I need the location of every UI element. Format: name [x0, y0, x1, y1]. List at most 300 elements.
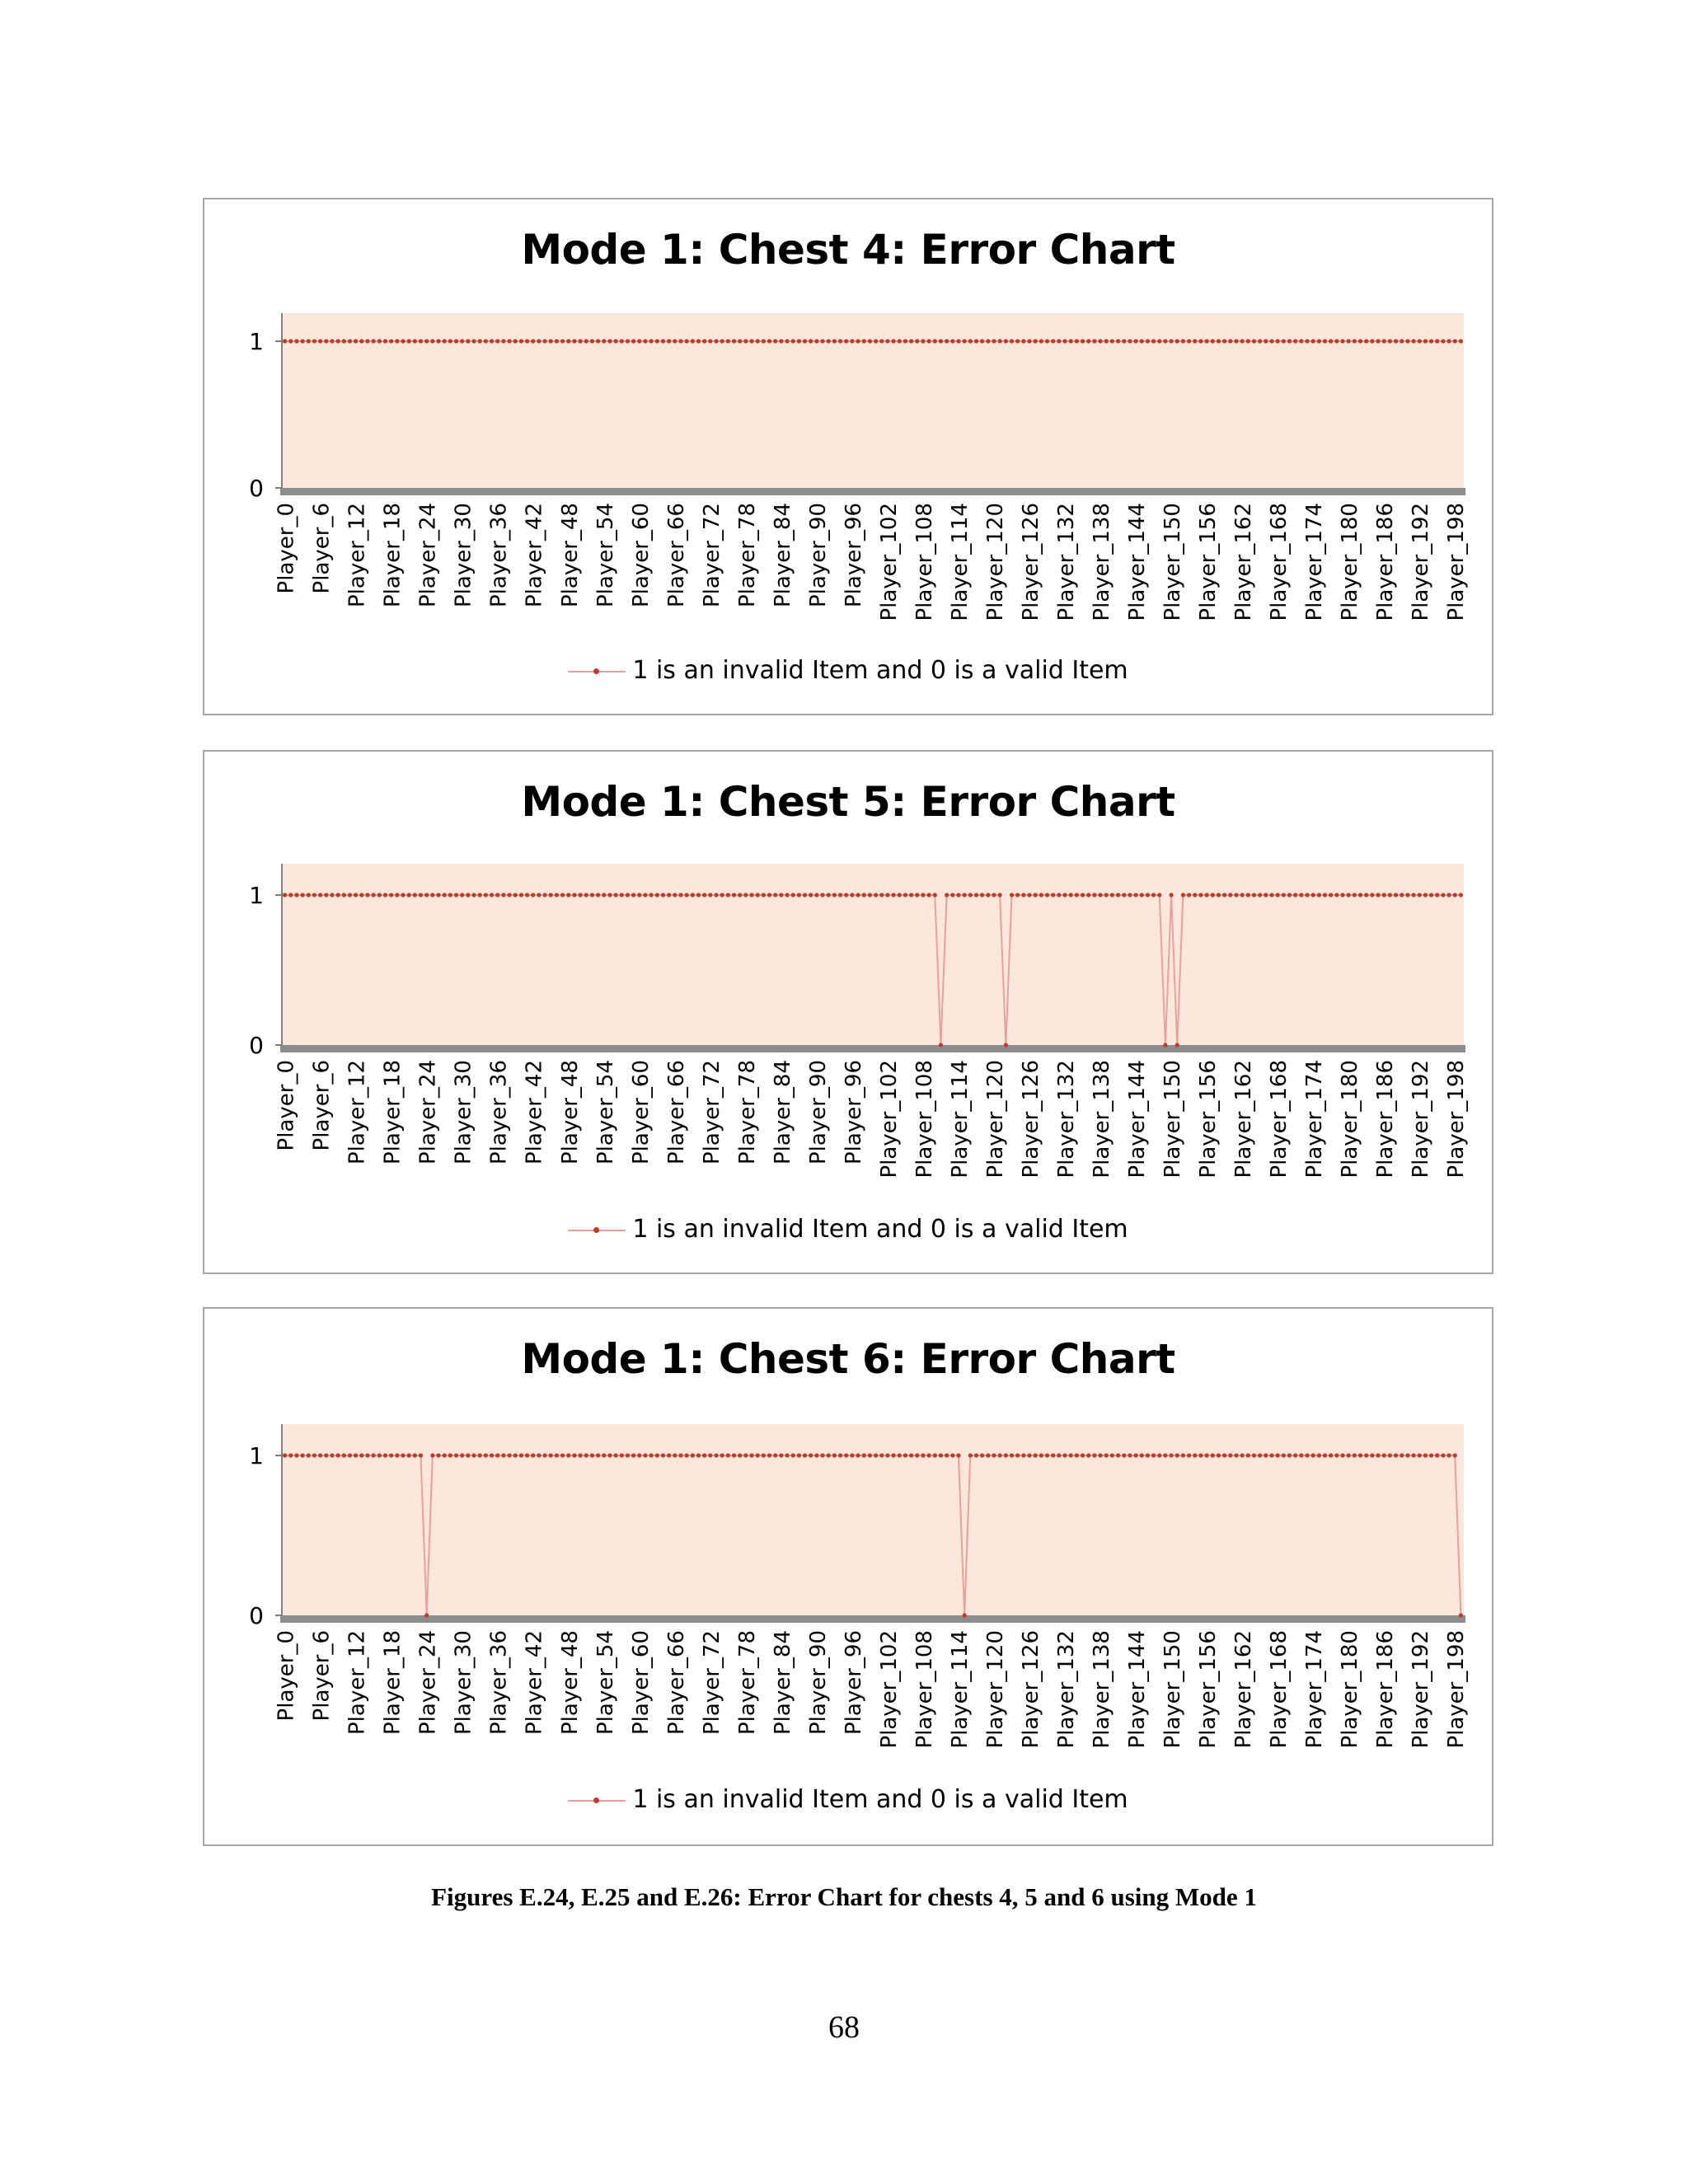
data-point [466, 893, 470, 897]
data-point [1140, 1453, 1144, 1457]
legend-label: 1 is an invalid Item and 0 is a valid Item [632, 1215, 1128, 1244]
x-tick-label: Player_108 [912, 1060, 937, 1179]
data-point [1347, 1453, 1351, 1457]
data-point [1010, 893, 1014, 897]
data-point [1305, 893, 1309, 897]
data-point [879, 893, 884, 897]
data-point [832, 893, 837, 897]
data-point [732, 339, 736, 343]
data-point [1264, 893, 1268, 897]
x-tick-label: Player_186 [1373, 1059, 1399, 1179]
data-point [1045, 1453, 1049, 1457]
data-point [1169, 339, 1173, 343]
data-point [324, 339, 328, 343]
data-point [312, 893, 316, 897]
data-point [743, 893, 748, 897]
plot-area [282, 1424, 1464, 1615]
data-point [1311, 893, 1315, 897]
data-point [720, 1453, 724, 1457]
data-point [791, 893, 795, 897]
data-point [531, 893, 535, 897]
data-point [1175, 1043, 1179, 1047]
data-point [460, 893, 464, 897]
data-point [513, 339, 518, 343]
data-point [643, 893, 647, 897]
data-point [348, 893, 352, 897]
x-tick-label: Player_180 [1338, 1629, 1363, 1749]
data-point [626, 893, 630, 897]
data-point [963, 339, 967, 343]
data-point [1269, 1453, 1273, 1457]
x-tick-label: Player_60 [628, 1060, 654, 1165]
data-point [1015, 339, 1020, 343]
x-tick-label: Player_78 [734, 1630, 760, 1736]
data-point [1287, 893, 1292, 897]
data-point [1459, 339, 1463, 343]
data-point [578, 339, 582, 343]
data-point [838, 339, 842, 343]
data-point [1146, 893, 1150, 897]
data-point [844, 1453, 848, 1457]
data-point [868, 1453, 872, 1457]
data-point [1364, 1453, 1368, 1457]
data-point [525, 893, 529, 897]
data-point [354, 339, 358, 343]
data-point [956, 893, 960, 897]
x-tick-label: Player_0 [274, 1059, 299, 1151]
data-point [448, 339, 452, 343]
y-tick-label: 0 [249, 1602, 264, 1629]
data-point [620, 893, 624, 897]
data-point [1198, 339, 1203, 343]
data-point [1353, 339, 1357, 343]
data-point [1293, 1453, 1297, 1457]
x-tick-label: Player_66 [663, 1060, 689, 1165]
data-point [667, 893, 671, 897]
data-point [1405, 893, 1409, 897]
data-point [1128, 1453, 1132, 1457]
data-point [773, 339, 777, 343]
data-point [596, 339, 600, 343]
data-point [673, 1453, 677, 1457]
data-point [413, 893, 417, 897]
data-point [1069, 339, 1073, 343]
data-point [1347, 893, 1351, 897]
data-point [1459, 1613, 1463, 1617]
data-point [1370, 893, 1374, 897]
data-point [1181, 1453, 1185, 1457]
data-point [436, 1453, 440, 1457]
data-point [1086, 893, 1090, 897]
data-point [1081, 339, 1085, 343]
data-point [915, 1453, 919, 1457]
data-point [708, 1453, 712, 1457]
data-point [324, 1453, 328, 1457]
data-point [956, 1453, 960, 1457]
data-point [1252, 1453, 1256, 1457]
x-tick-label: Player_66 [663, 503, 689, 608]
y-tick-label: 1 [249, 882, 264, 909]
data-point [909, 893, 913, 897]
data-point [1334, 893, 1339, 897]
data-point [365, 893, 369, 897]
data-point [762, 893, 766, 897]
data-point [1447, 1453, 1451, 1457]
data-point [377, 339, 382, 343]
data-point [1323, 339, 1327, 343]
x-tick-label: Player_96 [841, 1059, 866, 1165]
data-point [377, 893, 382, 897]
x-tick-label: Player_6 [309, 502, 335, 594]
data-point [1110, 1453, 1114, 1457]
x-tick-label: Player_66 [663, 1630, 689, 1736]
x-tick-label: Player_90 [805, 1629, 831, 1735]
data-point [430, 1453, 434, 1457]
data-point [827, 339, 831, 343]
data-point [1441, 893, 1445, 897]
data-point [1211, 1453, 1215, 1457]
data-point [1128, 339, 1132, 343]
chart-title: Mode 1: Chest 4: Error Chart [521, 226, 1175, 274]
data-point [1353, 893, 1357, 897]
x-tick-label: Player_150 [1160, 1060, 1186, 1179]
x-tick-label: Player_186 [1373, 502, 1399, 621]
data-point [549, 893, 553, 897]
data-point [1133, 893, 1137, 897]
x-tick-label: Player_90 [805, 502, 831, 607]
data-point [1062, 339, 1067, 343]
data-point [537, 893, 541, 897]
data-point [1240, 339, 1245, 343]
x-tick-label: Player_0 [274, 1629, 299, 1722]
data-point [637, 339, 641, 343]
data-point [596, 1453, 600, 1457]
x-axis-band [280, 1045, 1465, 1052]
data-point [1116, 1453, 1120, 1457]
data-point [1382, 893, 1386, 897]
data-point [779, 339, 783, 343]
x-tick-label: Player_18 [380, 503, 406, 608]
data-point [809, 1453, 813, 1457]
data-point [637, 893, 641, 897]
data-point [471, 1453, 476, 1457]
data-point [1175, 1453, 1179, 1457]
data-point [1329, 339, 1333, 343]
data-point [566, 339, 570, 343]
data-point [850, 339, 854, 343]
data-point [921, 339, 925, 343]
chart-plot [204, 199, 1492, 714]
data-point [1211, 339, 1215, 343]
data-point [1234, 893, 1238, 897]
y-tick-label: 0 [249, 1032, 264, 1059]
data-point [424, 339, 429, 343]
data-point [714, 339, 718, 343]
chart-title: Mode 1: Chest 6: Error Chart [521, 1335, 1175, 1383]
data-point [1293, 339, 1297, 343]
data-point [1382, 339, 1386, 343]
data-point [620, 339, 624, 343]
data-point [519, 1453, 523, 1457]
data-point [992, 893, 996, 897]
data-point [1051, 893, 1055, 897]
data-point [336, 893, 340, 897]
data-point [501, 1453, 505, 1457]
x-tick-label: Player_72 [699, 503, 724, 608]
data-point [1364, 339, 1368, 343]
data-point [903, 1453, 907, 1457]
data-point [1187, 893, 1191, 897]
data-point [1122, 1453, 1126, 1457]
data-point [436, 339, 440, 343]
data-point [424, 1613, 429, 1617]
data-point [1021, 893, 1025, 897]
data-point [537, 1453, 541, 1457]
data-point [1034, 339, 1038, 343]
data-point [696, 1453, 701, 1457]
data-point [1092, 893, 1096, 897]
data-point [838, 893, 842, 897]
data-point [678, 1453, 682, 1457]
data-point [1282, 893, 1286, 897]
data-point [312, 339, 316, 343]
data-point [300, 339, 304, 343]
data-point [1228, 339, 1232, 343]
data-point [1133, 1453, 1137, 1457]
data-point [1098, 339, 1102, 343]
figure-caption: Figures E.24, E.25 and E.26: Error Chart for chests 4, 5 and 6 using Mode 1 [431, 1882, 1257, 1911]
data-point [1453, 1453, 1457, 1457]
data-point [1394, 339, 1398, 343]
data-point [471, 339, 476, 343]
data-point [1069, 893, 1073, 897]
x-tick-label: Player_132 [1054, 503, 1080, 621]
data-point [419, 893, 423, 897]
data-point [939, 1043, 943, 1047]
data-point [430, 893, 434, 897]
data-point [1418, 1453, 1422, 1457]
data-point [1317, 339, 1321, 343]
data-point [602, 893, 606, 897]
data-point [762, 339, 766, 343]
data-point [820, 1453, 824, 1457]
data-point [968, 1453, 973, 1457]
data-point [1311, 339, 1315, 343]
data-point [430, 339, 434, 343]
x-tick-label: Player_36 [486, 1629, 512, 1735]
data-point [478, 339, 482, 343]
data-point [288, 893, 293, 897]
data-point [566, 893, 570, 897]
data-point [383, 893, 387, 897]
y-tick-label: 1 [249, 328, 264, 355]
x-tick-label: Player_168 [1267, 1059, 1292, 1179]
data-point [1217, 893, 1221, 897]
data-point [501, 339, 505, 343]
data-point [898, 893, 902, 897]
data-point [803, 1453, 807, 1457]
data-point [454, 1453, 458, 1457]
data-point [1347, 339, 1351, 343]
data-point [655, 1453, 659, 1457]
data-point [1252, 339, 1256, 343]
x-tick-label: Player_180 [1338, 1059, 1363, 1179]
data-point [850, 893, 854, 897]
data-point [1217, 1453, 1221, 1457]
data-point [874, 339, 878, 343]
data-point [377, 1453, 382, 1457]
chart-plot [204, 752, 1492, 1272]
legend-line-marker-icon [568, 1222, 626, 1239]
data-point [827, 893, 831, 897]
data-point [283, 339, 287, 343]
data-point [986, 339, 990, 343]
data-point [933, 339, 937, 343]
x-tick-label: Player_114 [947, 1630, 973, 1749]
x-tick-label: Player_48 [557, 1630, 583, 1736]
data-point [330, 893, 334, 897]
x-tick-label: Player_84 [770, 503, 795, 608]
x-tick-label: Player_24 [415, 1059, 441, 1165]
data-point [1151, 893, 1156, 897]
x-tick-label: Player_174 [1302, 1629, 1328, 1749]
x-tick-label: Player_138 [1090, 1630, 1115, 1749]
data-point [1400, 893, 1404, 897]
data-point [927, 1453, 931, 1457]
data-point [1405, 339, 1409, 343]
data-point [933, 893, 937, 897]
data-point [1045, 893, 1049, 897]
data-point [1004, 1043, 1008, 1047]
data-point [643, 339, 647, 343]
data-point [678, 893, 682, 897]
plot-area [282, 864, 1464, 1045]
data-point [1376, 339, 1380, 343]
data-point [696, 339, 701, 343]
data-point [443, 893, 447, 897]
data-point [401, 339, 405, 343]
data-point [1086, 1453, 1090, 1457]
data-point [862, 1453, 866, 1457]
data-point [749, 893, 753, 897]
data-point [1021, 1453, 1025, 1457]
data-point [797, 893, 801, 897]
x-tick-label: Player_12 [345, 1630, 370, 1736]
data-point [909, 339, 913, 343]
data-point [1110, 893, 1114, 897]
data-point [1246, 893, 1250, 897]
chart-legend [204, 1215, 1492, 1244]
x-tick-label: Player_30 [451, 503, 476, 608]
data-point [1169, 1453, 1173, 1457]
data-point [490, 1453, 494, 1457]
data-point [891, 893, 895, 897]
data-point [885, 1453, 889, 1457]
data-point [572, 339, 576, 343]
data-point [1459, 893, 1463, 897]
data-point [927, 339, 931, 343]
legend-label: 1 is an invalid Item and 0 is a valid Item [632, 1785, 1128, 1814]
data-point [560, 1453, 565, 1457]
data-point [767, 893, 771, 897]
data-point [1376, 1453, 1380, 1457]
data-point [1388, 339, 1392, 343]
data-point [348, 1453, 352, 1457]
data-point [986, 893, 990, 897]
data-point [738, 339, 742, 343]
data-point [756, 893, 760, 897]
x-tick-label: Player_156 [1196, 1060, 1221, 1179]
data-point [283, 1453, 287, 1457]
data-point [702, 1453, 706, 1457]
data-point [785, 339, 789, 343]
data-point [1447, 893, 1451, 897]
data-point [531, 339, 535, 343]
data-point [1086, 339, 1090, 343]
data-point [732, 893, 736, 897]
data-point [330, 1453, 334, 1457]
data-point [1340, 893, 1344, 897]
error-chart-chest-6 [203, 1307, 1493, 1846]
data-point [1116, 339, 1120, 343]
data-point [1122, 339, 1126, 343]
data-point [484, 1453, 488, 1457]
data-point [490, 893, 494, 897]
data-point [921, 1453, 925, 1457]
data-point [1163, 1043, 1167, 1047]
data-point [762, 1453, 766, 1457]
data-point [963, 893, 967, 897]
x-tick-label: Player_96 [841, 1629, 866, 1735]
chart-legend [204, 656, 1492, 685]
data-point [294, 1453, 298, 1457]
data-point [560, 339, 565, 343]
x-tick-label: Player_30 [451, 1630, 476, 1736]
data-point [1187, 1453, 1191, 1457]
data-point [372, 339, 376, 343]
x-tick-label: Player_54 [593, 502, 618, 607]
data-point [407, 1453, 411, 1457]
x-tick-label: Player_102 [876, 1629, 902, 1749]
data-point [607, 893, 612, 897]
data-point [466, 339, 470, 343]
data-point [862, 893, 866, 897]
x-tick-label: Player_150 [1160, 1630, 1186, 1749]
data-point [354, 1453, 358, 1457]
x-tick-label: Player_186 [1373, 1629, 1399, 1749]
data-point [649, 893, 654, 897]
data-point [1453, 893, 1457, 897]
data-point [832, 339, 837, 343]
data-point [1334, 339, 1339, 343]
data-point [372, 1453, 376, 1457]
data-point [950, 1453, 954, 1457]
data-point [1429, 339, 1433, 343]
data-point [885, 893, 889, 897]
data-point [359, 1453, 363, 1457]
data-point [1317, 1453, 1321, 1457]
data-point [691, 339, 695, 343]
x-tick-label: Player_12 [345, 503, 370, 608]
x-tick-label: Player_126 [1019, 1629, 1043, 1749]
data-point [756, 339, 760, 343]
data-point [1205, 893, 1209, 897]
x-tick-label: Player_24 [415, 1629, 441, 1735]
data-point [714, 1453, 718, 1457]
data-point [307, 893, 311, 897]
data-point [1228, 893, 1232, 897]
data-point [478, 893, 482, 897]
